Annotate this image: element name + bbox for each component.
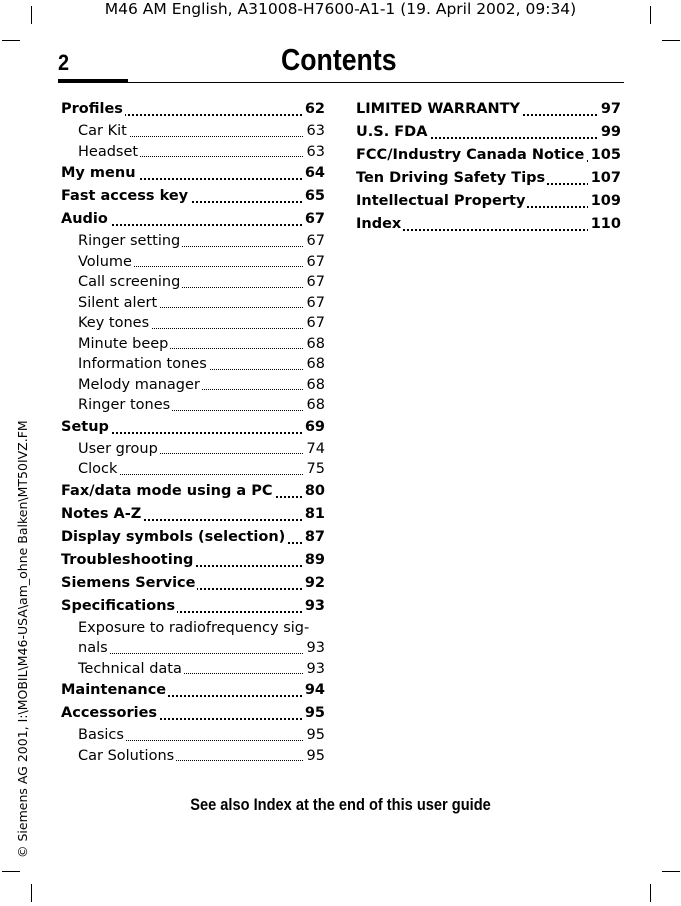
- toc-entry-label: U.S. FDA: [356, 124, 428, 140]
- toc-page-number: 93: [304, 638, 325, 659]
- toc-page-number: 80: [302, 480, 325, 503]
- running-header: M46 AM English, A31008-H7600-A1-1 (19. April 2002, 09:34): [104, 0, 577, 18]
- toc-page-number: 68: [304, 354, 325, 375]
- dot-leader: [78, 653, 325, 654]
- toc-subentry[interactable]: [61, 638, 325, 659]
- toc-entry-label: Profiles: [61, 101, 123, 117]
- toc-entry[interactable]: [61, 572, 325, 595]
- toc-entry[interactable]: [61, 416, 325, 439]
- toc-page-number: 109: [588, 190, 621, 213]
- toc-entry[interactable]: [61, 98, 325, 121]
- toc-page-number: 67: [304, 313, 325, 334]
- toc-subentry[interactable]: [61, 725, 325, 746]
- toc-subentry[interactable]: [61, 252, 325, 273]
- toc-entry-label: Intellectual Property: [356, 193, 526, 209]
- toc-page-number: 68: [304, 395, 325, 416]
- toc-entry-label: FCC/Industry Canada Notice: [356, 147, 585, 163]
- toc-page-number: 69: [302, 416, 325, 439]
- toc-right-column: [356, 98, 621, 236]
- toc-entry-label: Minute beep: [78, 335, 169, 352]
- toc-page-number: 63: [304, 142, 325, 163]
- toc-page-number: 93: [302, 595, 325, 618]
- toc-entry-label: User group: [78, 440, 158, 457]
- toc-entry[interactable]: [61, 480, 325, 503]
- toc-entry-label: nals: [78, 640, 108, 656]
- toc-entry[interactable]: [61, 702, 325, 725]
- toc-entry[interactable]: [356, 167, 621, 190]
- toc-subentry[interactable]: [61, 354, 325, 375]
- toc-page-number: 99: [598, 121, 621, 144]
- toc-page-number: 87: [302, 526, 325, 549]
- toc-entry-label: Clock: [78, 461, 118, 477]
- toc-entry-label: Ten Driving Safety Tips: [356, 170, 546, 186]
- toc-entry-label-line: Exposure to radiofrequency sig-: [78, 619, 310, 636]
- toc-entry-label: Ringer tones: [78, 397, 171, 413]
- toc-entry[interactable]: [356, 144, 621, 167]
- toc-entry[interactable]: [61, 162, 325, 185]
- toc-entry-label: Accessories: [61, 705, 158, 721]
- toc-entry-label: Specifications: [61, 597, 176, 614]
- toc-entry-label: Key tones: [78, 315, 150, 331]
- toc-subentry[interactable]: [61, 375, 325, 396]
- toc-subentry[interactable]: [61, 395, 325, 416]
- toc-page-number: 89: [302, 549, 325, 572]
- toc-entry[interactable]: [356, 190, 621, 213]
- toc-subentry[interactable]: [61, 439, 325, 460]
- toc-entry-label: Ringer setting: [78, 233, 181, 249]
- toc-subentry[interactable]: [61, 746, 325, 767]
- toc-entry-label: Volume: [78, 253, 132, 270]
- toc-subentry[interactable]: [61, 121, 325, 142]
- toc-subentry[interactable]: [61, 313, 325, 334]
- toc-page-number: 64: [302, 162, 325, 185]
- crop-mark: [31, 884, 32, 902]
- toc-entry-label: Car Solutions: [78, 747, 175, 764]
- toc-page-number: 67: [302, 208, 325, 231]
- toc-subentry[interactable]: [61, 293, 325, 314]
- toc-page-number: 75: [304, 459, 325, 480]
- toc-entry[interactable]: [61, 503, 325, 526]
- toc-page-number: 81: [302, 503, 325, 526]
- toc-page-number: 107: [588, 167, 621, 190]
- crop-mark: [2, 871, 20, 872]
- toc-page-number: 67: [304, 231, 325, 252]
- toc-entry[interactable]: [356, 98, 621, 121]
- toc-entry-label: Information tones: [78, 356, 207, 372]
- toc-subentry[interactable]: [61, 334, 325, 355]
- toc-entry-label: Index: [356, 216, 402, 232]
- toc-entry-label: Car Kit: [78, 123, 127, 139]
- toc-page-number: 62: [302, 98, 325, 121]
- toc-page-number: 95: [304, 725, 325, 746]
- toc-entry[interactable]: [356, 213, 621, 236]
- toc-entry-label: My menu: [61, 165, 136, 181]
- crop-mark: [662, 40, 680, 41]
- crop-mark: [650, 884, 651, 902]
- toc-entry[interactable]: [61, 549, 325, 572]
- toc-entry-label: Fax/data mode using a PC: [61, 482, 273, 499]
- toc-page-number: 97: [598, 98, 621, 121]
- toc-subentry[interactable]: [61, 272, 325, 293]
- toc-entry-label: Headset: [78, 143, 139, 160]
- toc-subentry[interactable]: [61, 659, 325, 680]
- toc-entry-label: Basics: [78, 727, 124, 743]
- toc-page-number: 63: [304, 121, 325, 142]
- toc-page-number: 74: [304, 439, 325, 460]
- toc-page-number: 68: [304, 375, 325, 396]
- page-number: 2: [58, 50, 70, 75]
- toc-entry-label: Siemens Service: [61, 574, 196, 591]
- page-title: Contents: [281, 42, 397, 77]
- toc-entry-label: Troubleshooting: [61, 551, 194, 568]
- toc-entry-label: Setup: [61, 418, 109, 435]
- toc-page-number: 67: [304, 293, 325, 314]
- toc-subentry[interactable]: [61, 231, 325, 252]
- toc-entry[interactable]: [61, 526, 325, 549]
- toc-entry-label: Call screening: [78, 274, 181, 290]
- crop-mark: [2, 40, 20, 41]
- toc-subentry[interactable]: [61, 142, 325, 163]
- toc-subentry[interactable]: [61, 459, 325, 480]
- toc-page-number: 67: [304, 272, 325, 293]
- toc-entry-label: Technical data: [78, 660, 182, 677]
- toc-entry[interactable]: [356, 121, 621, 144]
- toc-entry[interactable]: [61, 595, 325, 618]
- title-rule: [58, 82, 624, 83]
- toc-entry-label: Audio: [61, 211, 108, 227]
- toc-page-number: 110: [588, 213, 621, 236]
- toc-page-number: 95: [304, 746, 325, 767]
- crop-mark: [662, 871, 680, 872]
- toc-entry-label: Silent alert: [78, 294, 158, 311]
- toc-entry-label: Maintenance: [61, 682, 167, 698]
- toc-page-number: 92: [302, 572, 325, 595]
- side-copyright-note: © Siemens AG 2001, I:\MOBIL\M46-USA\am_ohne Balken\MT50IVZ.FM: [15, 420, 30, 858]
- toc-page-number: 95: [302, 702, 325, 725]
- toc-page-number: 105: [588, 144, 621, 167]
- toc-page-number: 68: [304, 334, 325, 355]
- toc-entry[interactable]: [61, 208, 325, 231]
- toc-entry-label: Display symbols (selection): [61, 528, 286, 545]
- toc-entry[interactable]: [61, 679, 325, 702]
- toc-page-number: 67: [304, 252, 325, 273]
- toc-entry-label: LIMITED WARRANTY: [356, 101, 520, 117]
- toc-entry-label: Melody manager: [78, 376, 200, 393]
- toc-left-column: [61, 98, 325, 766]
- toc-page-number: 65: [302, 185, 325, 208]
- toc-entry-label: Fast access key: [61, 188, 189, 204]
- footer-note: See also Index at the end of this user guide: [190, 795, 491, 814]
- toc-entry-label: Notes A-Z: [61, 505, 142, 522]
- toc-page-number: 94: [302, 679, 325, 702]
- toc-entry[interactable]: [61, 185, 325, 208]
- toc-page-number: 93: [304, 659, 325, 680]
